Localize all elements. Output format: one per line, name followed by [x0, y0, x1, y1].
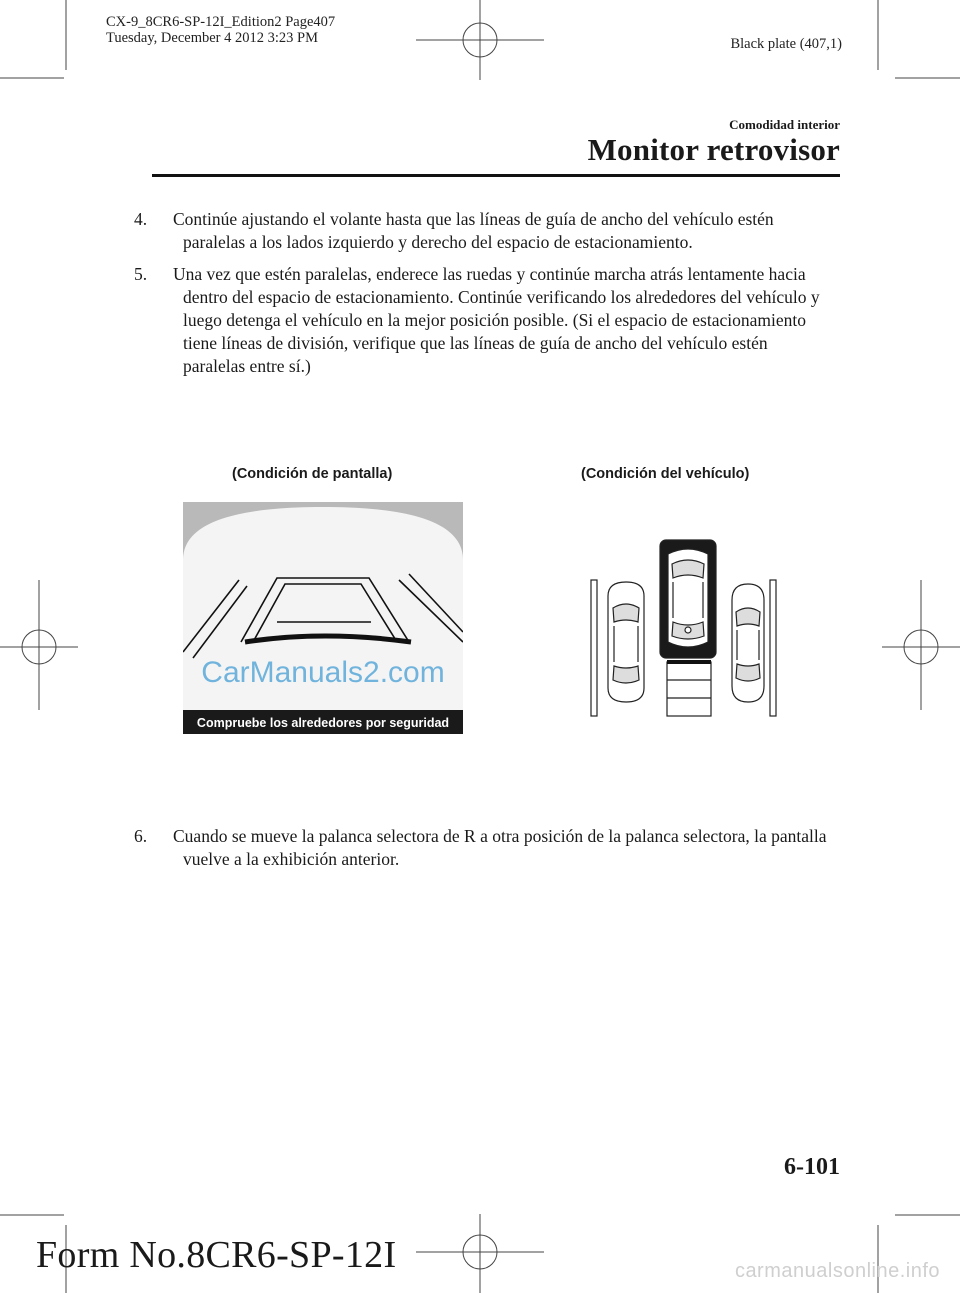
section-label: Comodidad interior	[729, 117, 840, 132]
step-text: Continúe ajustando el volante hasta que las líneas de guía de ancho del vehículo estén paralelas a los lados izquierdo y derecho del espacio de estacionamiento.	[173, 209, 774, 252]
step-text: Una vez que estén paralelas, enderece las ruedas y continúe marcha atrás lentamente hacia dentro del espacio de estacionamiento. Continúe verificando los alrededores del vehículo y luego detenga el vehículo en la mejor posición posible. (Si el espacio de estacionamiento tiene líneas de división, verifique que las líneas de guía de ancho del vehículo estén paralelas entre sí.)	[173, 264, 820, 376]
step-4	[134, 208, 834, 254]
parking-vehicle-illustration	[588, 538, 778, 720]
page-title: Monitor retrovisor	[587, 132, 840, 167]
watermark-text: CarManuals2.com	[201, 656, 445, 689]
step-6	[134, 825, 834, 871]
screen-warning: Compruebe los alrededores por seguridad	[196, 716, 450, 730]
site-watermark: carmanualsonline.info	[734, 1260, 940, 1282]
screen-caption: (Condición de pantalla)	[232, 466, 393, 482]
page-number: 6-101	[784, 1154, 840, 1180]
rearview-screen-illustration	[183, 502, 463, 734]
form-number: Form No.8CR6-SP-12I	[36, 1234, 397, 1276]
slug-line-1: CX-9_8CR6-SP-12I_Edition2 Page407	[106, 14, 336, 30]
vehicle-caption: (Condición del vehículo)	[581, 466, 750, 482]
step-5	[134, 263, 834, 378]
step-number: 6.	[134, 826, 148, 846]
header-rule	[152, 174, 840, 177]
step-text: Cuando se mueve la palanca selectora de R a otra posición de la palanca selectora, la pantalla vuelve a la exhibición anterior.	[173, 826, 827, 869]
step-number: 4.	[134, 209, 148, 229]
slug-line-2: Tuesday, December 4 2012 3:23 PM	[106, 30, 318, 46]
plate-label: Black plate (407,1)	[730, 36, 842, 52]
step-number: 5.	[134, 264, 148, 284]
